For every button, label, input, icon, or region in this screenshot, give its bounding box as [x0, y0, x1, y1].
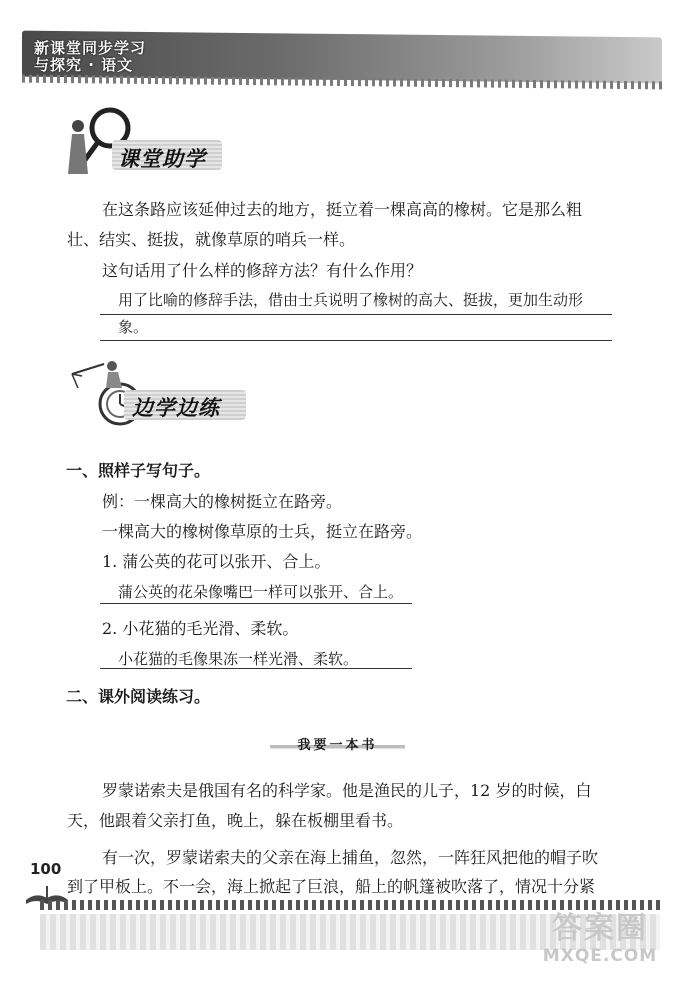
example-line2: 一棵高大的橡树像草原的士兵，挺立在路旁。 — [102, 522, 423, 541]
watermark-url: MXQE.COM — [542, 946, 658, 966]
page-number: 100 — [30, 860, 62, 878]
story-p1-line1: 罗蒙诺索夫是俄国有名的科学家。他是渔民的儿子，12 岁的时候，白 — [102, 781, 592, 800]
series-title-line2: 与探究 · 语文 — [34, 56, 134, 74]
section1-answer-line2: 象。 — [118, 318, 149, 336]
story-p2-line2: 到了甲板上。不一会，海上掀起了巨浪，船上的帆篷被吹落了，情况十分紧 — [67, 877, 596, 896]
answer-2: 小花猫的毛像果冻一样光滑、柔软。 — [118, 650, 359, 668]
watermark — [540, 912, 660, 966]
answer-rule-4 — [100, 668, 412, 669]
answer-rule-1 — [100, 314, 612, 315]
question-1: 1. 蒲公英的花可以张开、合上。 — [102, 552, 331, 571]
section1-paragraph-line2: 壮、结实、挺拔，就像草原的哨兵一样。 — [67, 230, 356, 249]
watermark-cn: 答案圈 — [552, 911, 648, 946]
part1-heading: 一、照样子写句子。 — [66, 461, 211, 480]
section1-title: 课堂助学 — [118, 147, 206, 171]
answer-1: 蒲公英的花朵像嘴巴一样可以张开、合上。 — [118, 583, 404, 601]
section1-paragraph-line1: 在这条路应该延伸过去的地方，挺立着一棵高高的橡树。它是那么粗 — [102, 200, 583, 219]
section2-title: 边学边练 — [132, 396, 220, 420]
answer-rule-3 — [100, 603, 412, 604]
series-title — [34, 40, 146, 74]
footer-band — [40, 900, 660, 910]
question-2: 2. 小花猫的毛光滑、柔软。 — [102, 619, 299, 638]
story-title: 我要一本书 — [270, 734, 405, 752]
story-p2-line1: 有一次，罗蒙诺索夫的父亲在海上捕鱼，忽然，一阵狂风把他的帽子吹 — [102, 848, 599, 867]
answer-rule-2 — [100, 340, 612, 341]
series-title-line1: 新课堂同步学习 — [34, 39, 147, 57]
story-p1-line2: 天，他跟着父亲打鱼，晚上，躲在板棚里看书。 — [67, 811, 404, 830]
example-line1: 例：一棵高大的橡树挺立在路旁。 — [102, 492, 343, 511]
section1-question: 这句话用了什么样的修辞方法？有什么作用？ — [102, 261, 423, 280]
part2-heading: 二、课外阅读练习。 — [66, 687, 211, 706]
section1-answer-line1: 用了比喻的修辞手法，借由士兵说明了橡树的高大、挺拔，更加生动形 — [118, 291, 584, 309]
